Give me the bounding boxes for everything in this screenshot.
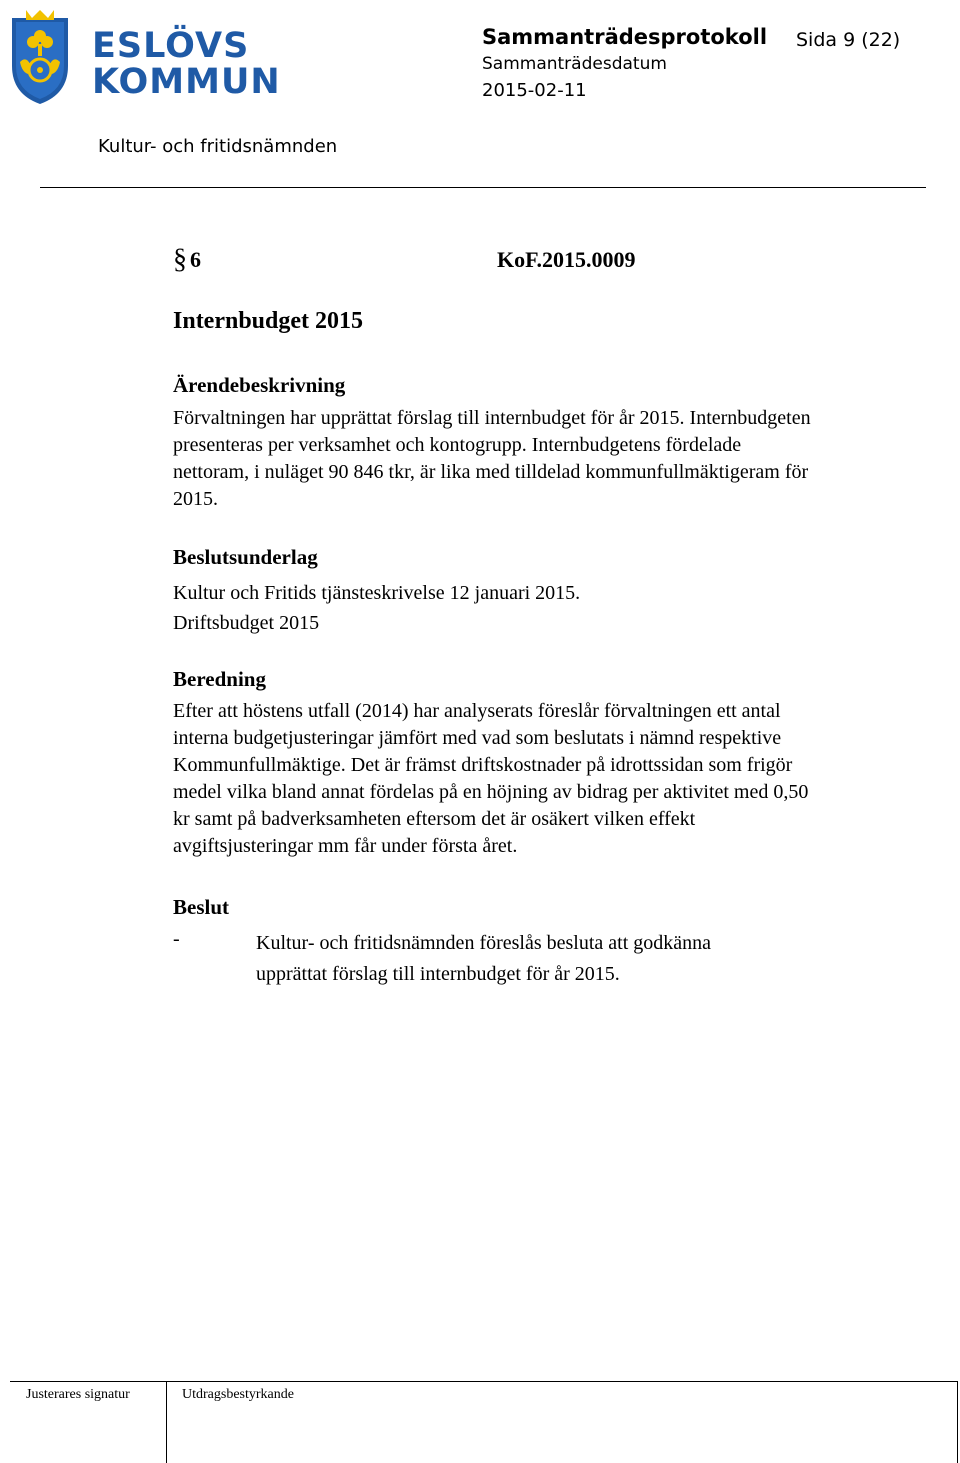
arendebeskrivning-text <box>173 405 933 513</box>
beredning-line: kr samt på badverksamheten eftersom det är osäkert vilken effekt <box>173 808 696 830</box>
header-divider <box>40 187 926 188</box>
extract-label: Utdragsbestyrkande <box>182 1387 294 1402</box>
beredning-line: interna budgetjusteringar jämfört med vad som beslutats i nämnd respektive <box>173 727 782 749</box>
meeting-date-label: Sammanträdesdatum <box>482 54 667 74</box>
signature-label: Justerares signatur <box>26 1387 130 1402</box>
page-number: Sida 9 (22) <box>796 29 901 51</box>
footer-column-divider <box>166 1381 167 1463</box>
beredning-line: medel vilka bland annat fördelas på en höjning av bidrag per aktivitet med 0,50 <box>173 781 809 803</box>
decision-bullet-dash: - <box>173 928 180 950</box>
footer-divider <box>10 1381 958 1382</box>
municipality-wordmark <box>92 28 281 100</box>
case-number: KoF.2015.0009 <box>497 247 636 272</box>
logo-line-1: ESLÖVS <box>92 26 250 66</box>
arendebeskrivning-line: 2015. <box>173 488 218 510</box>
logo-line-2: KOMMUN <box>92 62 281 102</box>
beredning-line: Kommunfullmäktige. Det är främst driftskostnader på idrottssidan som frigör <box>173 754 793 776</box>
decision-line: Kultur- och fritidsnämnden föreslås besluta att godkänna <box>256 932 712 954</box>
decision-text <box>256 928 711 990</box>
committee-name: Kultur- och fritidsnämnden <box>98 136 338 157</box>
beredning-line: Efter att höstens utfall (2014) har analyserats föreslår förvaltningen ett antal <box>173 700 781 722</box>
arendebeskrivning-line: presenteras per verksamhet och kontogrupp. Internbudgetens fördelade <box>173 434 742 456</box>
beslutsunderlag-item: Kultur och Fritids tjänsteskrivelse 12 januari 2015. <box>173 582 581 604</box>
beredning-heading: Beredning <box>173 667 266 691</box>
beslut-heading: Beslut <box>173 895 230 919</box>
arendebeskrivning-line: nettoram, i nuläget 90 846 tkr, är lika med tilldelad kommunfullmäktigeram för <box>173 461 809 483</box>
section-title: Internbudget 2015 <box>173 308 364 334</box>
decision-line: upprättat förslag till internbudget för år 2015. <box>256 963 620 985</box>
arendebeskrivning-line: Förvaltningen har upprättat förslag till internbudget för år 2015. Internbudgeten <box>173 407 811 429</box>
section-number: 6 <box>190 247 201 272</box>
paragraph-symbol: § <box>173 244 187 275</box>
beredning-text <box>173 698 933 860</box>
arendebeskrivning-heading: Ärendebeskrivning <box>173 373 346 397</box>
beslutsunderlag-heading: Beslutsunderlag <box>173 545 318 569</box>
beredning-line: avgiftsjusteringar mm får under första året. <box>173 835 518 857</box>
beslutsunderlag-item: Driftsbudget 2015 <box>173 612 320 634</box>
document-type-title: Sammanträdesprotokoll <box>482 25 768 49</box>
beslutsunderlag-list <box>173 578 933 638</box>
meeting-date: 2015-02-11 <box>482 80 587 101</box>
municipality-crest-logo <box>8 8 72 106</box>
footer-right-border <box>957 1381 958 1463</box>
